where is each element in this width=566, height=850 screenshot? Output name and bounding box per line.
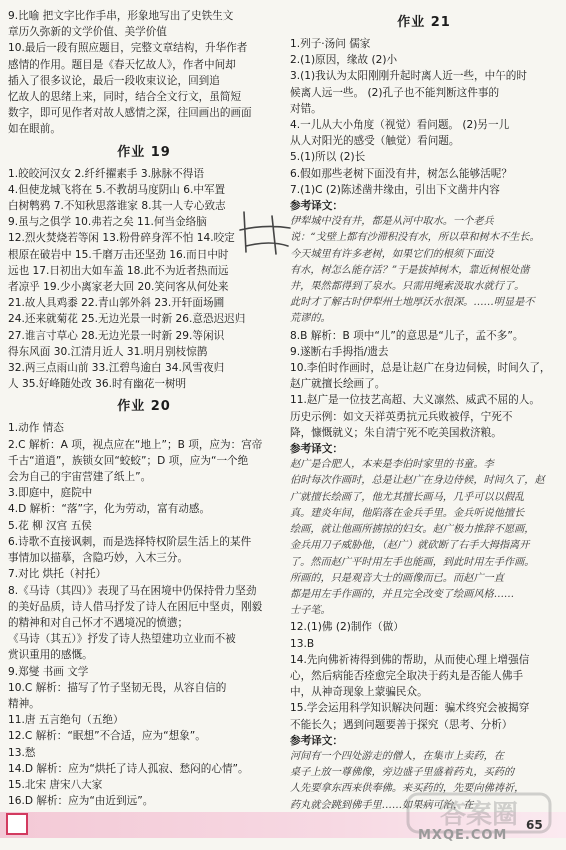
answer-line: 1.列子·汤问 儒家 <box>290 38 371 50</box>
answer-line: 4.D 解析：“落”字，化为劳动，富有动感。 <box>8 503 211 516</box>
answer-line: 8.B 解析：B 项中“儿”的意思是“儿子，孟不多”。 <box>290 329 524 342</box>
answer-line: 《马诗（其五）》抒发了诗人热望建功立业而不被 <box>8 633 236 646</box>
section-heading: 作业 21 <box>397 15 451 30</box>
answer-line: 15.北宋 唐宋八大家 <box>8 778 103 791</box>
answer-line: 7.对比 烘托（衬托） <box>8 568 107 581</box>
answer-line: 12.(1)佛 (2)制作（做） <box>290 621 404 634</box>
answer-line: 得东风面 30.江清月近人 31.明月别枝惊鹊 <box>8 345 208 358</box>
answer-line: 15.学会运用科学知识解决问题：骗术终究会被揭穿 <box>290 702 530 715</box>
answer-line: 11.唐 五言绝句（五绝） <box>8 714 124 727</box>
answer-line: 6.诗歌不直接讽刺，而是选择特权阶层生活上的某件 <box>8 535 252 548</box>
answer-line: 14.D 解析：应为“烘托了诗人孤寂、愁闷的心情”。 <box>8 762 249 775</box>
footer-square-icon <box>6 813 28 835</box>
answer-line: 2.(1)原因，缘故 (2)小 <box>290 54 398 67</box>
answer-line: 事情加以描摹，含隐巧妙，入木三分。 <box>8 552 189 565</box>
answer-line: 2.C 解析：A 项，视点应在“地上”；B 项，应为：宫帝 <box>8 438 263 451</box>
answer-line: 13.B <box>290 637 315 650</box>
answer-line: 从人对阳光的感受（触觉）看问题。 <box>290 135 460 148</box>
answer-line: 人先要拿东西来供奉佛。来买药的，先要向佛祷祈， <box>290 783 525 795</box>
answer-line: 5.(1)所以 (2)长 <box>290 151 366 164</box>
answer-line: 忆故人的思绪上来，同时，结合全文行文，虽简短 <box>8 91 242 104</box>
section-heading: 作业 20 <box>117 399 171 415</box>
answer-line: 中，从神奇现象上蒙骗民众。 <box>290 686 428 699</box>
answer-line: 赏识重用的感慨。 <box>8 649 93 662</box>
answer-line: 对错。 <box>290 102 322 115</box>
answer-line: 12.烈火焚烧若等闲 13.粉骨碎身浑不怕 14.咬定 <box>8 232 235 245</box>
right-column <box>290 8 558 830</box>
watermark-url: MXQE.COM <box>418 828 508 843</box>
answer-line: 有水，树怎么能存活？”于是拔掉树木，靠近树根处凿 <box>290 264 530 276</box>
answer-line: 河间有一个四处游走的僧人，在集市上卖药，在 <box>290 750 504 762</box>
answer-line: 精神。 <box>8 697 40 710</box>
answer-line: 人 35.好峰随处改 36.时有幽花一树明 <box>8 378 187 391</box>
handwritten-scribble-icon <box>236 206 296 258</box>
answer-line: 10.C 解析：描写了竹子坚韧无畏，从容自信的 <box>8 681 227 694</box>
answer-line: 千古“道逍”，族锁女回“蛟蛟”；D 项，应为“一个绝 <box>8 454 249 467</box>
answer-line: 11.赵广是一位技艺高超、大义凛然、威武不屈的人。 <box>290 394 540 407</box>
answer-line: 会为自己的宇宙营建了纸上”。 <box>8 471 152 484</box>
answer-line: 感情的作用。题目是《春天忆故人》，作者中间却 <box>8 58 236 71</box>
section-heading: 作业 19 <box>117 144 171 160</box>
answer-line: 桌子上放一尊佛像，旁边盛子里盛着药丸，买药的 <box>290 767 515 779</box>
answer-line: 者凉乎 19.少小离家老大回 20.笑问客从何处来 <box>8 281 229 294</box>
answer-line: 白树鹎鸦 7.不知秋思落谁家 8.其一人专心致志 <box>8 200 226 213</box>
answer-line: 章历久弥新的文学价值、美学价值 <box>8 26 167 39</box>
answer-line: 数字，即可见作者对故人感情之深，往回画出的画面 <box>8 107 252 120</box>
answer-line: 7.(1)C (2)陈述凿井缘由，引出下文凿井内容 <box>290 183 500 196</box>
answer-line: 10.最后一段有照应题目，完整文章结构，升华作者 <box>8 42 248 55</box>
answer-line: 3.即庭中，庭院中 <box>8 487 93 500</box>
answer-line: 21.故人具鸡黍 22.青山郭外斜 23.开轩面场圃 <box>8 297 225 310</box>
answer-line: 24.还来就菊花 25.无边光景一时新 26.意恐迟迟归 <box>8 313 246 326</box>
answer-line: 广就擅长绘画了，他尤其擅长画马，几乎可以以假乱 <box>290 491 525 503</box>
answer-line: 远也 17.日初出大如车盖 18.此不为近者热而远 <box>8 264 229 277</box>
answer-line: 16.D 解析：应为“由近到远”。 <box>8 795 154 808</box>
page-number: 65 <box>526 818 543 832</box>
answer-line: 10.李伯时作画时，总是让赵广在身边伺候，时间久了， <box>290 362 551 375</box>
answer-line: 3.(1)我认为太阳刚刚升起时离人近一些，中午的时 <box>290 70 527 83</box>
answer-line: 6.假如那些老树下面没有井，树怎么能够活呢？ <box>290 167 512 180</box>
answer-line: 说：“戈壁上都有沙滞积没有水，所以草和树木不生长。 <box>290 232 540 244</box>
answer-line: 此时才了解古时伊犁州土地厚沃水很深。……明显是不 <box>290 297 535 309</box>
answer-line: 1.皎皎河汉女 2.纤纤擢素手 3.脉脉不得语 <box>8 167 204 180</box>
answer-line: 士子笔。 <box>290 605 331 617</box>
answer-line: 13.愁 <box>8 746 36 759</box>
svg-text:答案圈: 答案圈 <box>439 800 519 830</box>
left-column <box>8 8 280 809</box>
answer-line: 的美好品质，诗人借马抒发了诗人在困厄中坚贞，刚毅 <box>8 600 263 613</box>
answer-line: 9.郑燮 书画 文学 <box>8 665 89 678</box>
answer-line: 的精神和对自己怀才不遇境况的愤懑； <box>8 616 189 629</box>
answer-line: 心，然后病能否痊愈完全取决于药丸是否能人佛手 <box>290 669 524 682</box>
answer-line: 了。然而赵广平时用左手也能画，到此时用左手作画。 <box>290 556 535 568</box>
answer-line: 4.一儿从大小角度（视觉）看问题。 (2)另一儿 <box>290 119 510 132</box>
answer-line: 如在眼前。 <box>8 123 61 136</box>
answer-line: 真。建炎年间，他陷落在金兵手里。金兵听说他擅长 <box>290 507 525 519</box>
answer-line: 不能长久；遇到问题要善于探究（思考、分析） <box>290 718 513 731</box>
answer-line: 井，果然都得到了泉水。只需用绳索汲取水就行了。 <box>290 281 525 293</box>
answer-line: 荒谬的。 <box>290 313 331 325</box>
answer-line: 5.花 柳 汉宫 五侯 <box>8 519 92 532</box>
answer-line: 赵广是合肥人，本来是李伯时家里的书童。李 <box>290 459 494 471</box>
reference-translation-title: 参考译文： <box>290 200 343 213</box>
answer-line: 金兵用刀子威胁他，（赵广）就砍断了右手大拇指离开 <box>290 540 530 552</box>
answer-line: 今天城里有许多老树，如果它们的根须下面没 <box>290 248 494 260</box>
answer-line: 所画的，只是观音大士的画像而已。而赵广一直 <box>290 572 504 584</box>
answer-line: 1.动作 情态 <box>8 422 64 435</box>
answer-line: 27.谁言寸草心 28.无边光景一时新 29.等闲识 <box>8 329 225 342</box>
answer-line: 8.《马诗（其四）》表现了马在困境中仍保持骨力坚劲 <box>8 584 257 597</box>
answer-line: 插入了很多议论，最后一段收束议论，回到追 <box>8 74 220 87</box>
answer-line: 9.比喻 把文字比作手串，形象地写出了史铁生文 <box>8 10 234 22</box>
answer-line: 历史示例：如文天祥英勇抗元兵败被俘，宁死不 <box>290 410 513 423</box>
reference-translation-title: 参考译文： <box>290 443 343 456</box>
answer-line: 4.但使龙城飞将在 5.不教胡马度阴山 6.中军置 <box>8 183 226 196</box>
answer-line: 14.先向佛祈祷得到佛的帮助，从而使心理上增强信 <box>290 653 530 666</box>
answer-line: 药丸就会跳到佛手里……如果病可治，在 <box>290 799 474 811</box>
answer-line: 伊犁城中没有井，都是从河中取水。一个老兵 <box>290 216 494 228</box>
answer-line: 根原在破岩中 15.千磨万击还坚劲 16.而日中时 <box>8 248 229 261</box>
answer-line: 32.两三点雨山前 33.江碧鸟逾白 34.风雪夜归 <box>8 362 225 375</box>
answer-line: 绘画，就让他画所掳掠的妇女。赵广极力推辞不愿画， <box>290 524 535 536</box>
answer-line: 降，慷慨就义；朱自清宁死不吃美国救济粮。 <box>290 426 502 439</box>
reference-translation-title: 参考译文： <box>290 734 343 747</box>
answer-line: 都是用左手作画的，并且完全改变了绘画风格…… <box>290 588 515 600</box>
answer-line: 伯时每次作画时，总是让赵广在身边侍候，时间久了，赵 <box>290 475 545 487</box>
answer-line: 候离人远一些。 (2)孔子也不能判断这件事的 <box>290 86 500 99</box>
answer-line: 9.遂断右手拇指/遗去 <box>290 345 389 358</box>
answer-line: 9.虽与之俱学 10.弗若之矣 11.何当金络脑 <box>8 216 207 229</box>
answer-line: 赵广就擅长绘画了。 <box>290 378 386 391</box>
answer-line: 12.C 解析：“眠想”不合适，应为“想象”。 <box>8 730 206 743</box>
